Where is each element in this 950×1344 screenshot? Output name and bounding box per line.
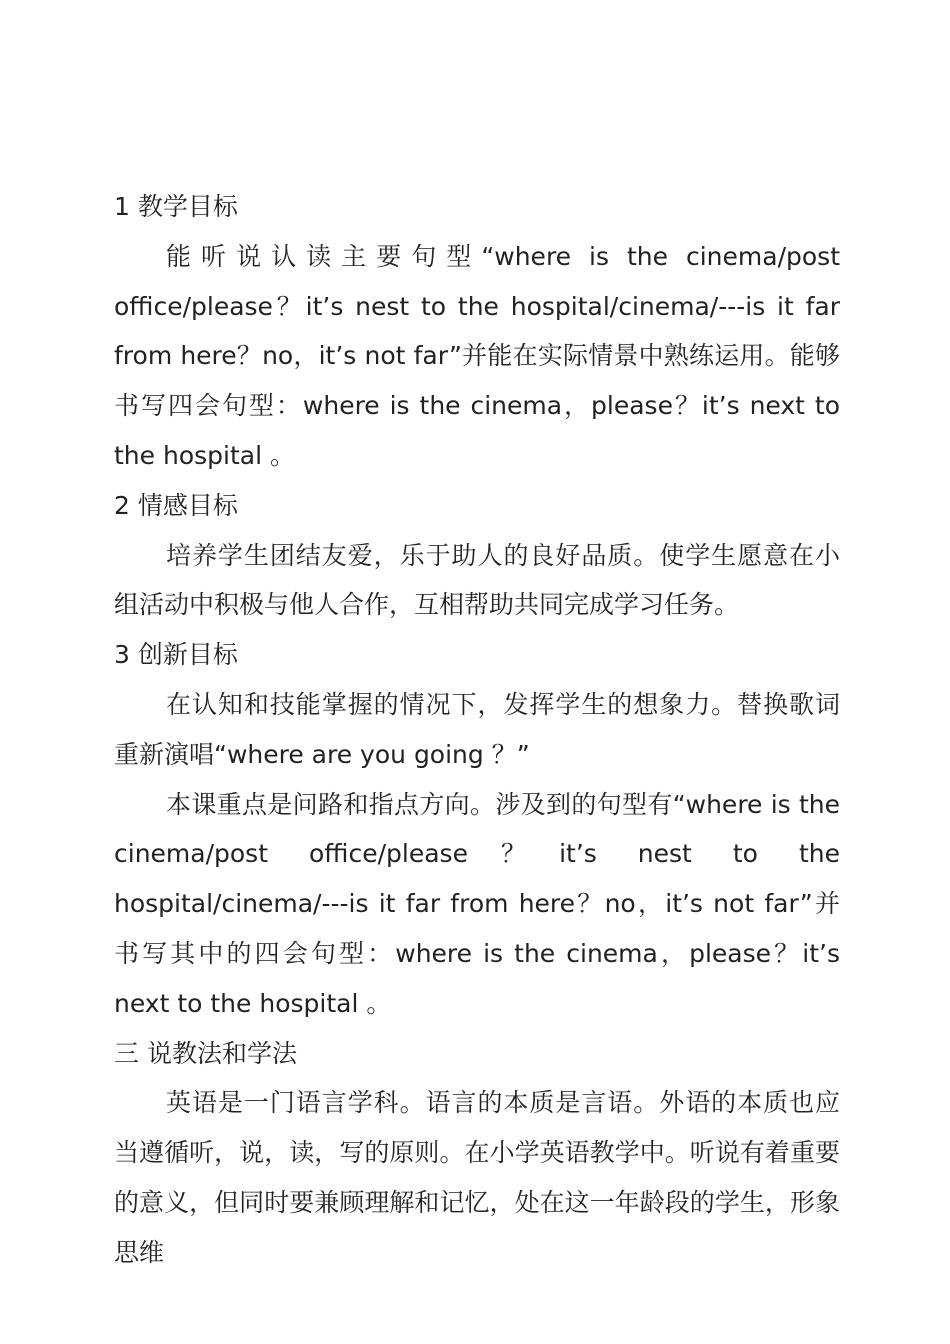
section-heading: 三 说教法和学法: [114, 1038, 297, 1068]
paragraph: 英语是一门语言学科。语言的本质是言语。外语的本质也应当遵循听，说，读，写的原则。在小学英语教学中。听说有着重要的意义，但同时要兼顾理解和记忆，处在这一年龄段的学生，形象思维: [114, 1088, 840, 1267]
section-heading: 1 教学目标: [114, 192, 238, 221]
section-innovation-goals: [114, 630, 840, 1028]
section-heading: 2 情感目标: [114, 490, 238, 520]
paragraph: 在认知和技能掌握的情况下，发挥学生的想象力。替换歌词重新演唱“where are you going ？”: [114, 689, 840, 769]
section-teaching-methods: [114, 1029, 840, 1278]
document-body: [114, 182, 840, 1278]
paragraph: 能听说认读主要句型“where is the cinema/post office/please？it’s nest to the hospital/cinema/---is it far from here？no，it’s not far”并能在实际情景中熟练运用。能够书写四会句型：where is the cinema，please？it’s next to the hospital 。: [114, 241, 840, 470]
section-heading: 3 创新目标: [114, 640, 238, 670]
section-teaching-goals: [114, 182, 840, 481]
paragraph: 本课重点是问路和指点方向。涉及到的句型有“where is the cinema/post office/please？it’s nest to the hospital/cinema/---is it far from here？no，it’s not far”并书写其中的四会句型：where is the cinema，please？it’s next to the hospital 。: [114, 789, 840, 1018]
paragraph: 培养学生团结友爱，乐于助人的良好品质。使学生愿意在小组活动中积极与他人合作，互相帮助共同完成学习任务。: [114, 540, 840, 620]
section-emotional-goals: [114, 481, 840, 630]
